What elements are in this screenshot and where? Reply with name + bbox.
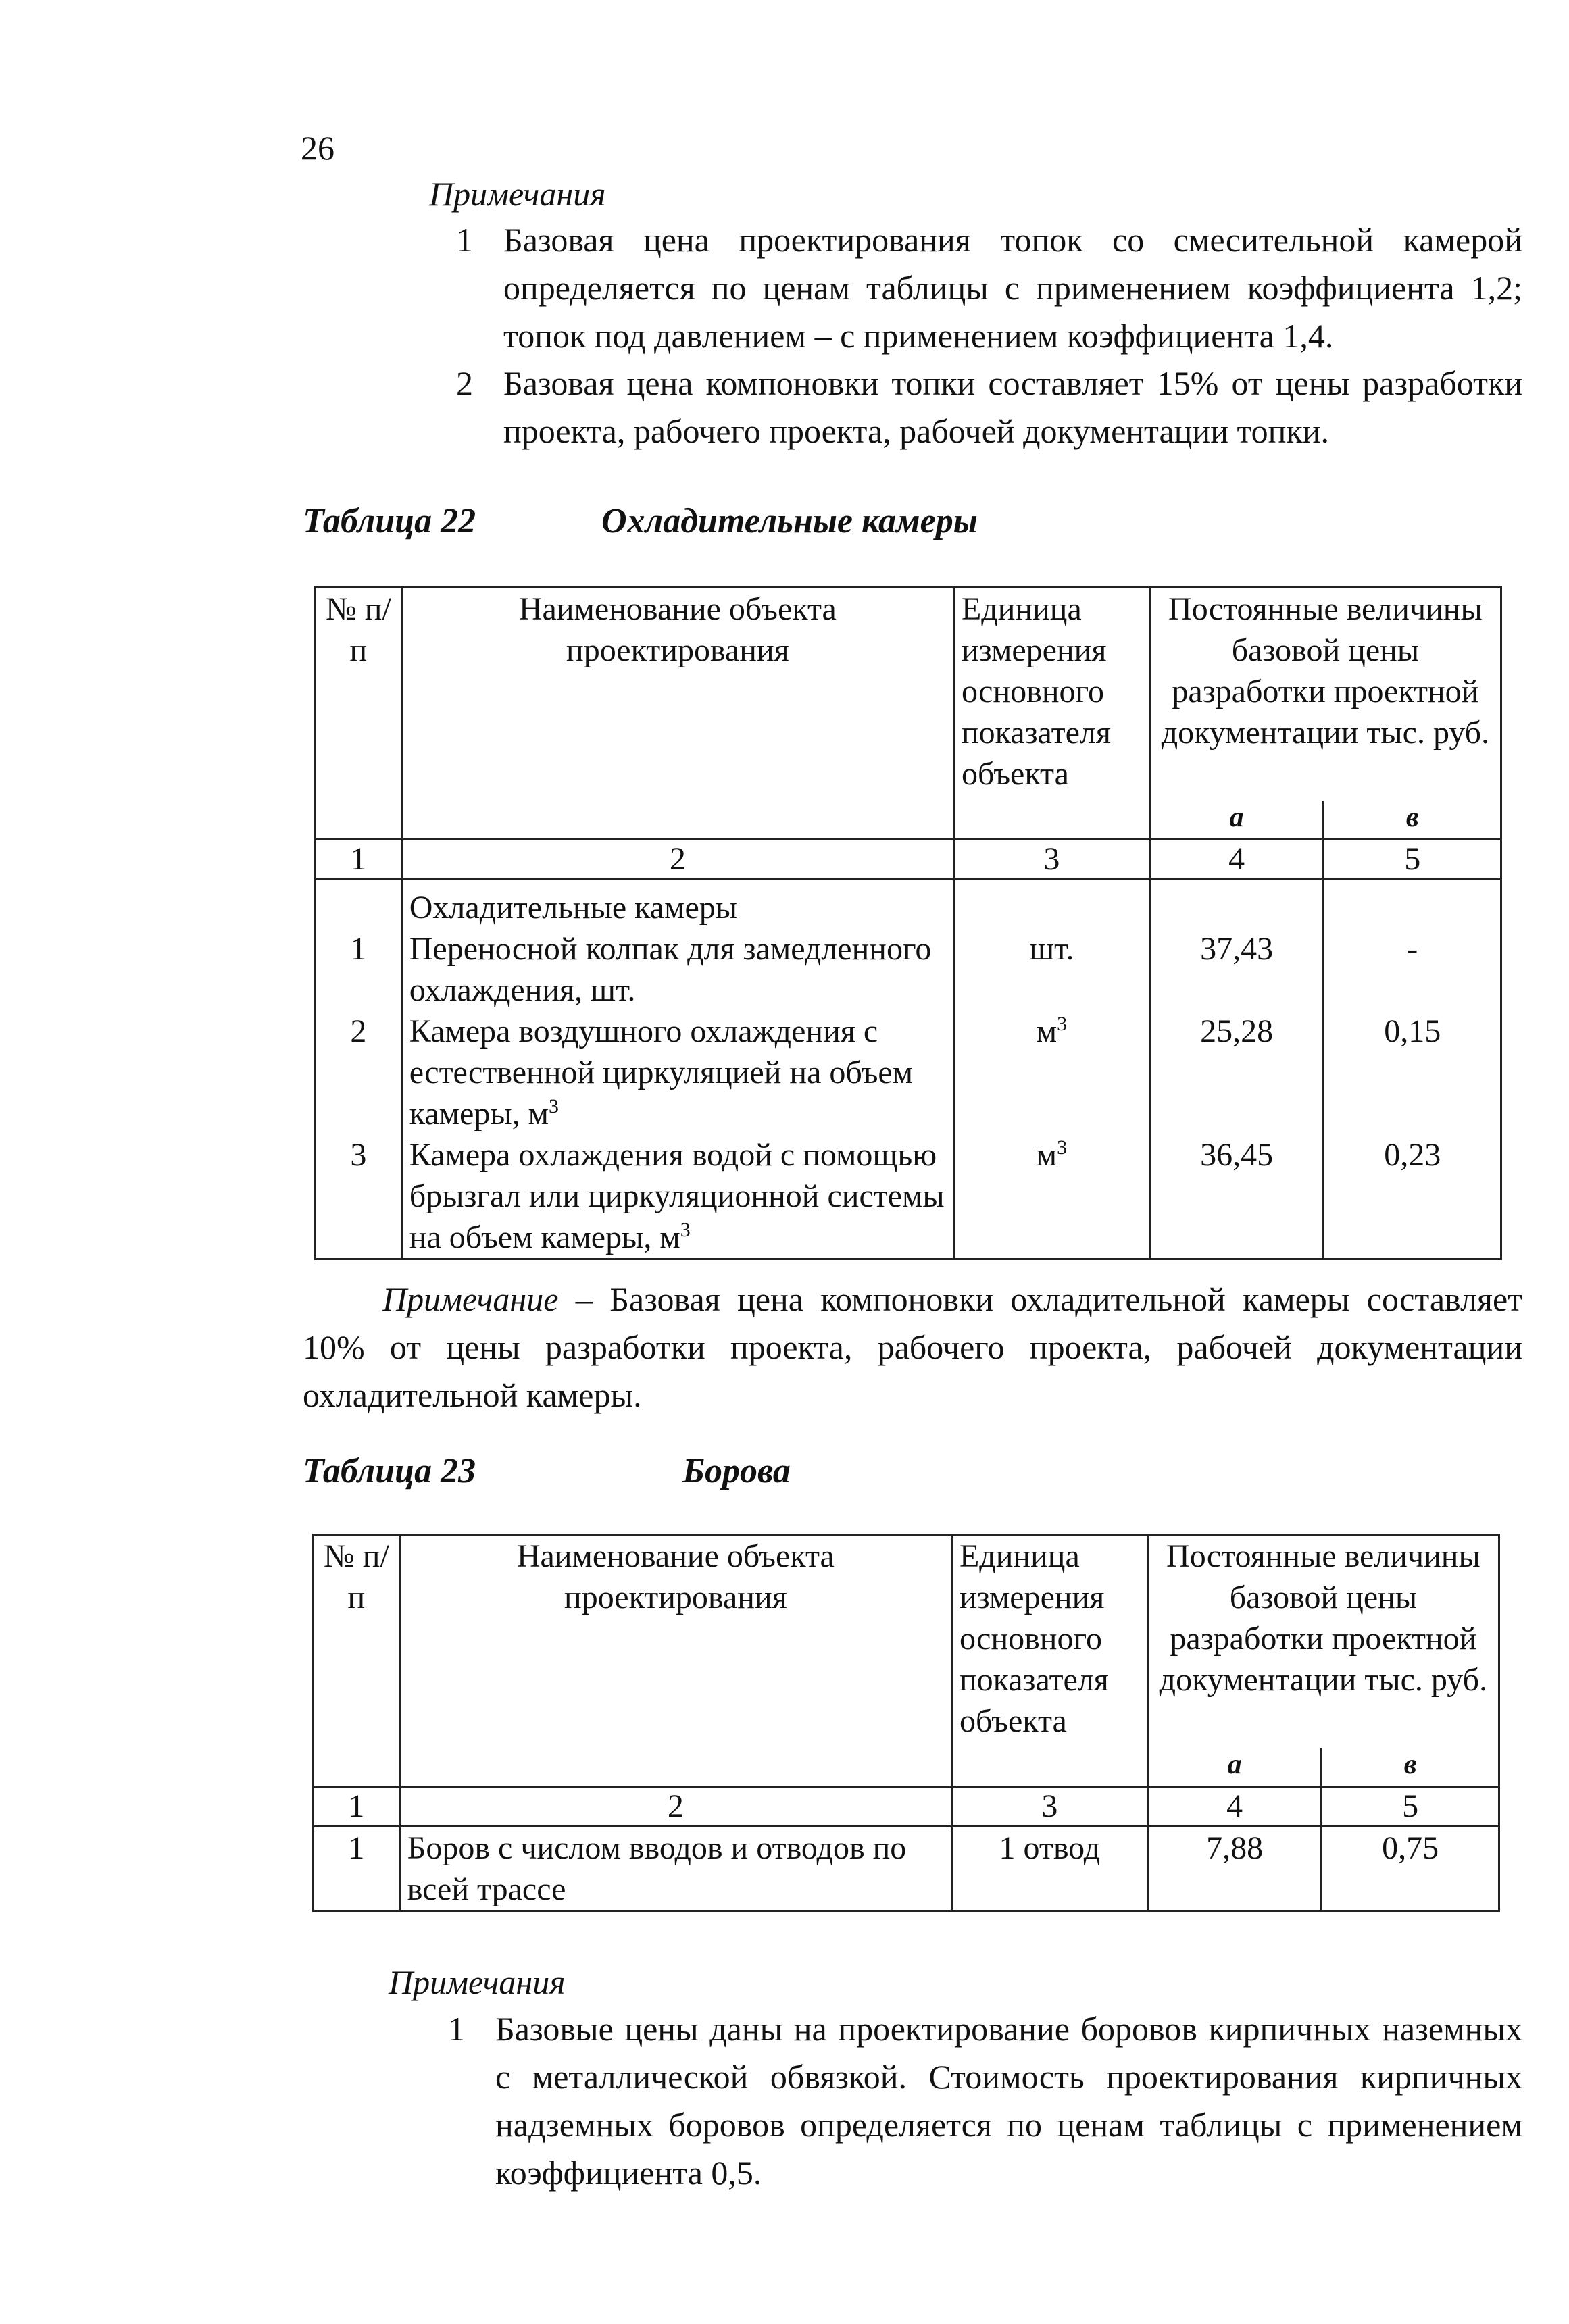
col-number: 3 (951, 1787, 1147, 1827)
row-unit: м (1036, 1137, 1057, 1173)
superscript: 3 (680, 1219, 691, 1241)
note-number: 1 (456, 221, 473, 259)
table-row (314, 1827, 1499, 1911)
header-col-a: а (1149, 801, 1324, 840)
row-num: 2 (316, 1011, 402, 1134)
notes-title: Примечания (389, 1963, 566, 2001)
row-value-b: - (1407, 931, 1418, 967)
note-label: Примечание (382, 1280, 559, 1318)
header-col-a: а (1147, 1748, 1322, 1787)
row-name: Боров с числом вводов и отводов по всей трассе (399, 1827, 951, 1911)
row-value-a: 25,28 (1149, 1011, 1324, 1134)
col-number: 2 (401, 840, 953, 880)
col-number: 1 (314, 1787, 400, 1827)
superscript: 3 (548, 1095, 559, 1117)
table-label: Таблица 22 (303, 502, 476, 540)
superscript: 3 (1057, 1013, 1068, 1035)
row-value-b: 0,75 (1322, 1827, 1499, 1911)
row-unit: м (1036, 1013, 1057, 1049)
header-unit: Единица измерения основного показателя объекта (951, 1535, 1147, 1787)
column-number-row (316, 840, 1501, 880)
table-title: Борова (682, 1452, 791, 1490)
note-item (448, 2005, 1522, 2197)
table-row (316, 1011, 1501, 1134)
header-name: Наименование объекта проектирования (401, 588, 953, 840)
table-label: Таблица 23 (303, 1452, 476, 1490)
note-number: 2 (456, 364, 473, 402)
col-number: 5 (1324, 840, 1501, 880)
header-col-b: в (1322, 1748, 1499, 1787)
row-num: 3 (316, 1134, 402, 1259)
row-value-b: 0,15 (1324, 1011, 1501, 1134)
row-num: 1 (314, 1827, 400, 1911)
col-number: 3 (953, 840, 1149, 880)
table-note (303, 1275, 1522, 1419)
row-value-a: 7,88 (1147, 1827, 1322, 1911)
note-text: Базовая цена проектирования топок со смесительной камерой определяется по ценам таблицы с применением коэффициента 1,2; топок под давлением – с применением коэффициента 1,4. (503, 221, 1522, 355)
row-name: Камера воздушного охлаждения с естественной циркуляцией на объем камеры, м (409, 1013, 914, 1132)
group-title: Охладительные камеры (409, 890, 737, 926)
row-name: Камера охлаждения водой с помощью брызгал или циркуляционной системы на объем камеры, м (409, 1137, 945, 1255)
note-text: Базовая цена компоновки топки составляет 15% от цены разработки проекта, рабочего проекта, рабочей документации топки. (503, 364, 1522, 450)
col-number: 4 (1149, 840, 1324, 880)
note-item (456, 359, 1522, 455)
row-value-b: 0,23 (1324, 1134, 1501, 1259)
col-number: 1 (316, 840, 402, 880)
row-unit: 1 отвод (951, 1827, 1147, 1911)
note-text: Базовые цены даны на проектирование боровов кирпичных наземных с металлической обвязкой. Стоимость проектирования кирпичных надземных боровов определяется по ценам таблицы с применением коэффициента 0,5. (495, 2010, 1522, 2192)
table-row (316, 1134, 1501, 1259)
row-value-a: 37,43 (1200, 931, 1274, 967)
table-22 (314, 586, 1502, 1260)
header-num: № п/п (316, 588, 402, 840)
note-number: 1 (448, 2010, 465, 2048)
header-unit: Единица измерения основного показателя объекта (953, 588, 1149, 840)
table-header-row (316, 588, 1501, 801)
row-num: 1 (350, 931, 367, 967)
header-name: Наименование объекта проектирования (399, 1535, 951, 1787)
row-name: Переносной колпак для замедленного охлаждения, шт. (409, 931, 932, 1008)
column-number-row (314, 1787, 1499, 1827)
table-header-row (314, 1535, 1499, 1748)
superscript: 3 (1057, 1136, 1068, 1159)
row-unit: шт. (1029, 931, 1074, 967)
row-value-a: 36,45 (1149, 1134, 1324, 1259)
header-const: Постоянные величины базовой цены разработки проектной документации тыс. руб. (1147, 1535, 1499, 1748)
col-number: 2 (399, 1787, 951, 1827)
table-title: Охладительные камеры (601, 502, 978, 540)
notes-title: Примечания (429, 175, 606, 213)
header-const: Постоянные величины базовой цены разработки проектной документации тыс. руб. (1149, 588, 1501, 801)
note-text: – Базовая цена компоновки охладительной камеры составляет 10% от цены разработки проекта, рабочего проекта, рабочей документации охладительной камеры. (303, 1280, 1522, 1414)
col-number: 4 (1147, 1787, 1322, 1827)
header-num: № п/п (314, 1535, 400, 1787)
table-row (316, 880, 1501, 1011)
table-23 (312, 1534, 1500, 1912)
header-col-b: в (1324, 801, 1501, 840)
page-number: 26 (301, 129, 334, 167)
note-item (456, 216, 1522, 360)
col-number: 5 (1322, 1787, 1499, 1827)
